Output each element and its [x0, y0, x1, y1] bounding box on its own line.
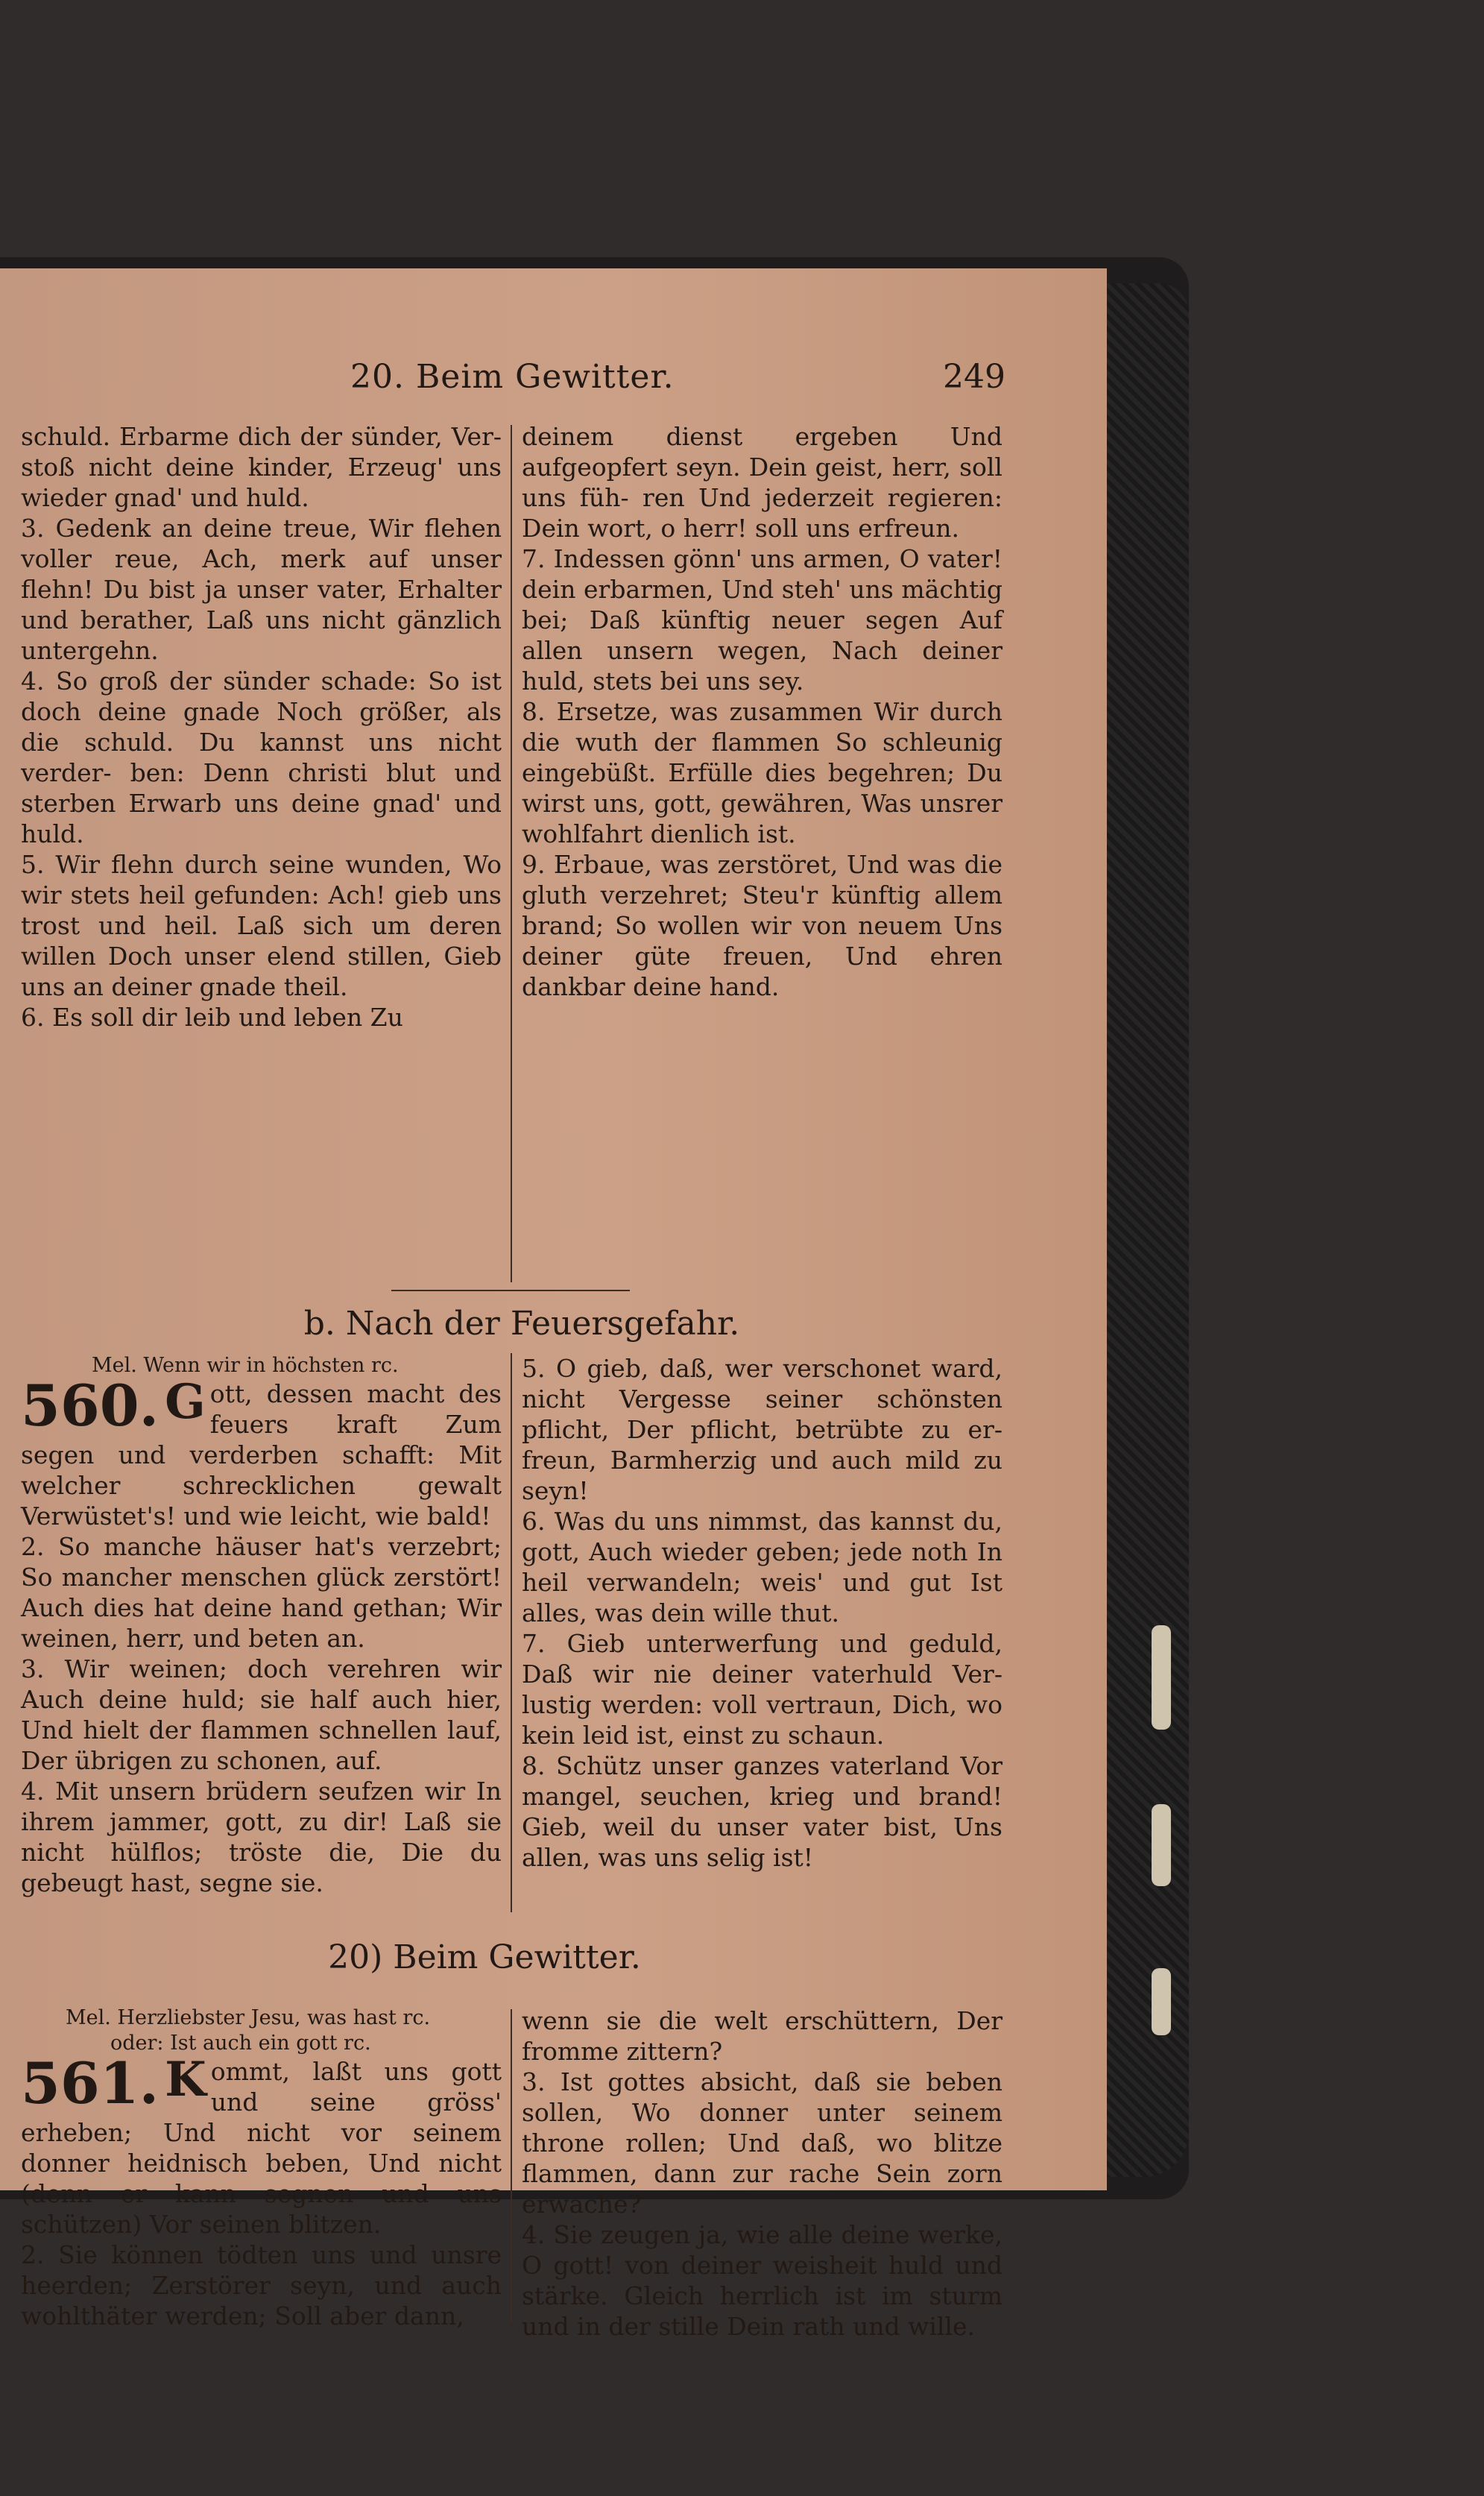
verse: 5. Wir flehn durch seine wunden, Wo wir stets heil gefunden: Ach! gieb uns trost und heil. Laß sich um deren willen Doch unser elend stillen, Gieb uns an deiner gnade theil.: [21, 850, 502, 1001]
verse: 3. Wir weinen; doch verehren wir Auch deine huld; sie half auch hier, Und hielt der flammen schnellen lauf, Der übrigen zu schonen, auf.: [21, 1654, 502, 1775]
melody-note: Mel. Wenn wir in höchsten rc.: [92, 1354, 399, 1377]
melody-note: Mel. Herzliebster Jesu, was hast rc.: [66, 2006, 431, 2029]
verse: 6. Was du uns nimmst, das kannst du, gott, Auch wieder geben; jede noth In heil verwandeln; weis' und gut Ist alles, was dein wille thut.: [522, 1507, 1003, 1627]
page-header: [0, 358, 1043, 410]
drop-cap: G: [165, 1374, 206, 1430]
hymn-560-right-column: [522, 1353, 1003, 1873]
verse: deinem dienst ergeben Und aufgeopfert seyn. Dein geist, herr, soll uns füh- ren Und jederzeit regieren: Dein wort, o herr! soll uns erfreun.: [522, 422, 1003, 543]
verse: 9. Erbaue, was zerstöret, Und was die gluth verzehret; Steu'r künftig allem brand; So wollen wir von neuem Uns deiner güte freuen, Und ehren dankbar deine hand.: [522, 850, 1003, 1001]
frayed-edge: [1152, 1625, 1171, 1730]
verse: 4. So groß der sünder schade: So ist doch deine gnade Noch größer, als die schuld. Du kannst uns nicht verder- ben: Denn christi blut und sterben Erwarb uns deine gnad' und huld.: [21, 666, 502, 848]
melody-note: oder: Ist auch ein gott rc.: [110, 2032, 371, 2055]
section-heading: 20) Beim Gewitter.: [328, 1938, 641, 1976]
column-divider: [511, 1353, 512, 1912]
verse: wenn sie die welt erschüttern, Der fromme zittern?: [522, 2006, 1003, 2066]
hymn-561-right-column: [522, 2005, 1003, 2342]
hymn-first-verse: [21, 2050, 502, 2240]
verse-text: ott, dessen macht des feuers kraft Zum segen und verderben schafft: Mit welcher schrecklichen gewalt Verwüstet's! und wie leicht, wie bald!: [21, 1379, 502, 1531]
verse: 2. So manche häuser hat's verzebrt; So mancher menschen glück zerstört! Auch dies hat deine hand gethan; Wir weinen, herr, und beten an.: [21, 1532, 502, 1653]
hymn-560-left-column: [21, 1353, 502, 1898]
section-divider: [391, 1290, 630, 1291]
verse: schuld. Erbarme dich der sünder, Ver- stoß nicht deine kinder, Erzeug' uns wieder gnad' und huld.: [21, 422, 502, 512]
verse: 3. Gedenk an deine treue, Wir flehen voller reue, Ach, merk auf unser flehn! Du bist ja unser vater, Erhalter und berather, Laß uns nicht gänzlich untergehn.: [21, 514, 502, 665]
verse: 8. Ersetze, was zusammen Wir durch die wuth der flammen So schleunig eingebüßt. Erfülle dies begehren; Du wirst uns, gott, gewähren, Was unsrer wohlfahrt dienlich ist.: [522, 697, 1003, 848]
hymn-first-verse: [21, 1373, 502, 1531]
hymn-561-left-column: [21, 2005, 502, 2331]
verse-text: ommt, laßt uns gott und seine gröss' erheben; Und nicht vor seinem donner heidnisch beben, Und nicht (denn er kann segnen und uns schützen) Vor seinen blitzen.: [21, 2057, 502, 2239]
verse: 6. Es soll dir leib und leben Zu: [21, 1003, 403, 1032]
column-divider: [511, 425, 512, 1282]
page-number: 249: [943, 358, 1005, 396]
verse: 5. O gieb, daß, wer verschonet ward, nicht Vergesse seiner schönsten pflicht, Der pflicht, betrübte zu er- freun, Barmherzig und auch mild zu seyn!: [522, 1354, 1003, 1505]
running-title: 20. Beim Gewitter.: [350, 358, 675, 396]
verse: 3. Ist gottes absicht, daß sie beben sollen, Wo donner unter seinem throne rollen; Und daß, wo blitze flammen, dann zur rache Sein zorn erwache?: [522, 2067, 1003, 2219]
verse: 8. Schütz unser ganzes vaterland Vor mangel, seuchen, krieg und brand! Gieb, weil du unser vater bist, Uns allen, was uns selig ist!: [522, 1751, 1003, 1872]
column-divider: [511, 2009, 512, 2322]
section-heading: b. Nach der Feuersgefahr.: [303, 1305, 740, 1343]
drop-cap: K: [165, 2052, 206, 2108]
verse: 4. Mit unsern brüdern seufzen wir In ihrem jammer, gott, zu dir! Laß sie nicht hülflos; tröste die, Die du gebeugt hast, segne sie.: [21, 1777, 502, 1897]
verse: 2. Sie können tödten uns und unsre heerden; Zerstörer seyn, und auch wohlthäter werden; Soll aber dann,: [21, 2240, 502, 2330]
book-page: [0, 268, 1107, 2341]
top-right-column: [522, 421, 1003, 1002]
verse: 4. Sie zeugen ja, wie alle deine werke, O gott! von deiner weisheit huld und stärke. Gleich herrlich ist im sturm und in der stille Dein rath und wille.: [522, 2220, 1003, 2341]
verse: 7. Indessen gönn' uns armen, O vater! dein erbarmen, Und steh' uns mächtig bei; Daß künftig neuer segen Auf allen unsern wegen, Nach deiner huld, stets bei uns sey.: [522, 544, 1003, 696]
top-left-column: [21, 421, 502, 1033]
hymn-number: 560.: [21, 1373, 160, 1439]
hymn-number: 561.: [21, 2050, 160, 2117]
verse: 7. Gieb unterwerfung und geduld, Daß wir nie deiner vaterhuld Ver- lustig werden: voll vertraun, Dich, wo kein leid ist, einst zu schaun.: [522, 1629, 1003, 1750]
frayed-edge: [1152, 1968, 1171, 2035]
frayed-edge: [1152, 1804, 1171, 1886]
